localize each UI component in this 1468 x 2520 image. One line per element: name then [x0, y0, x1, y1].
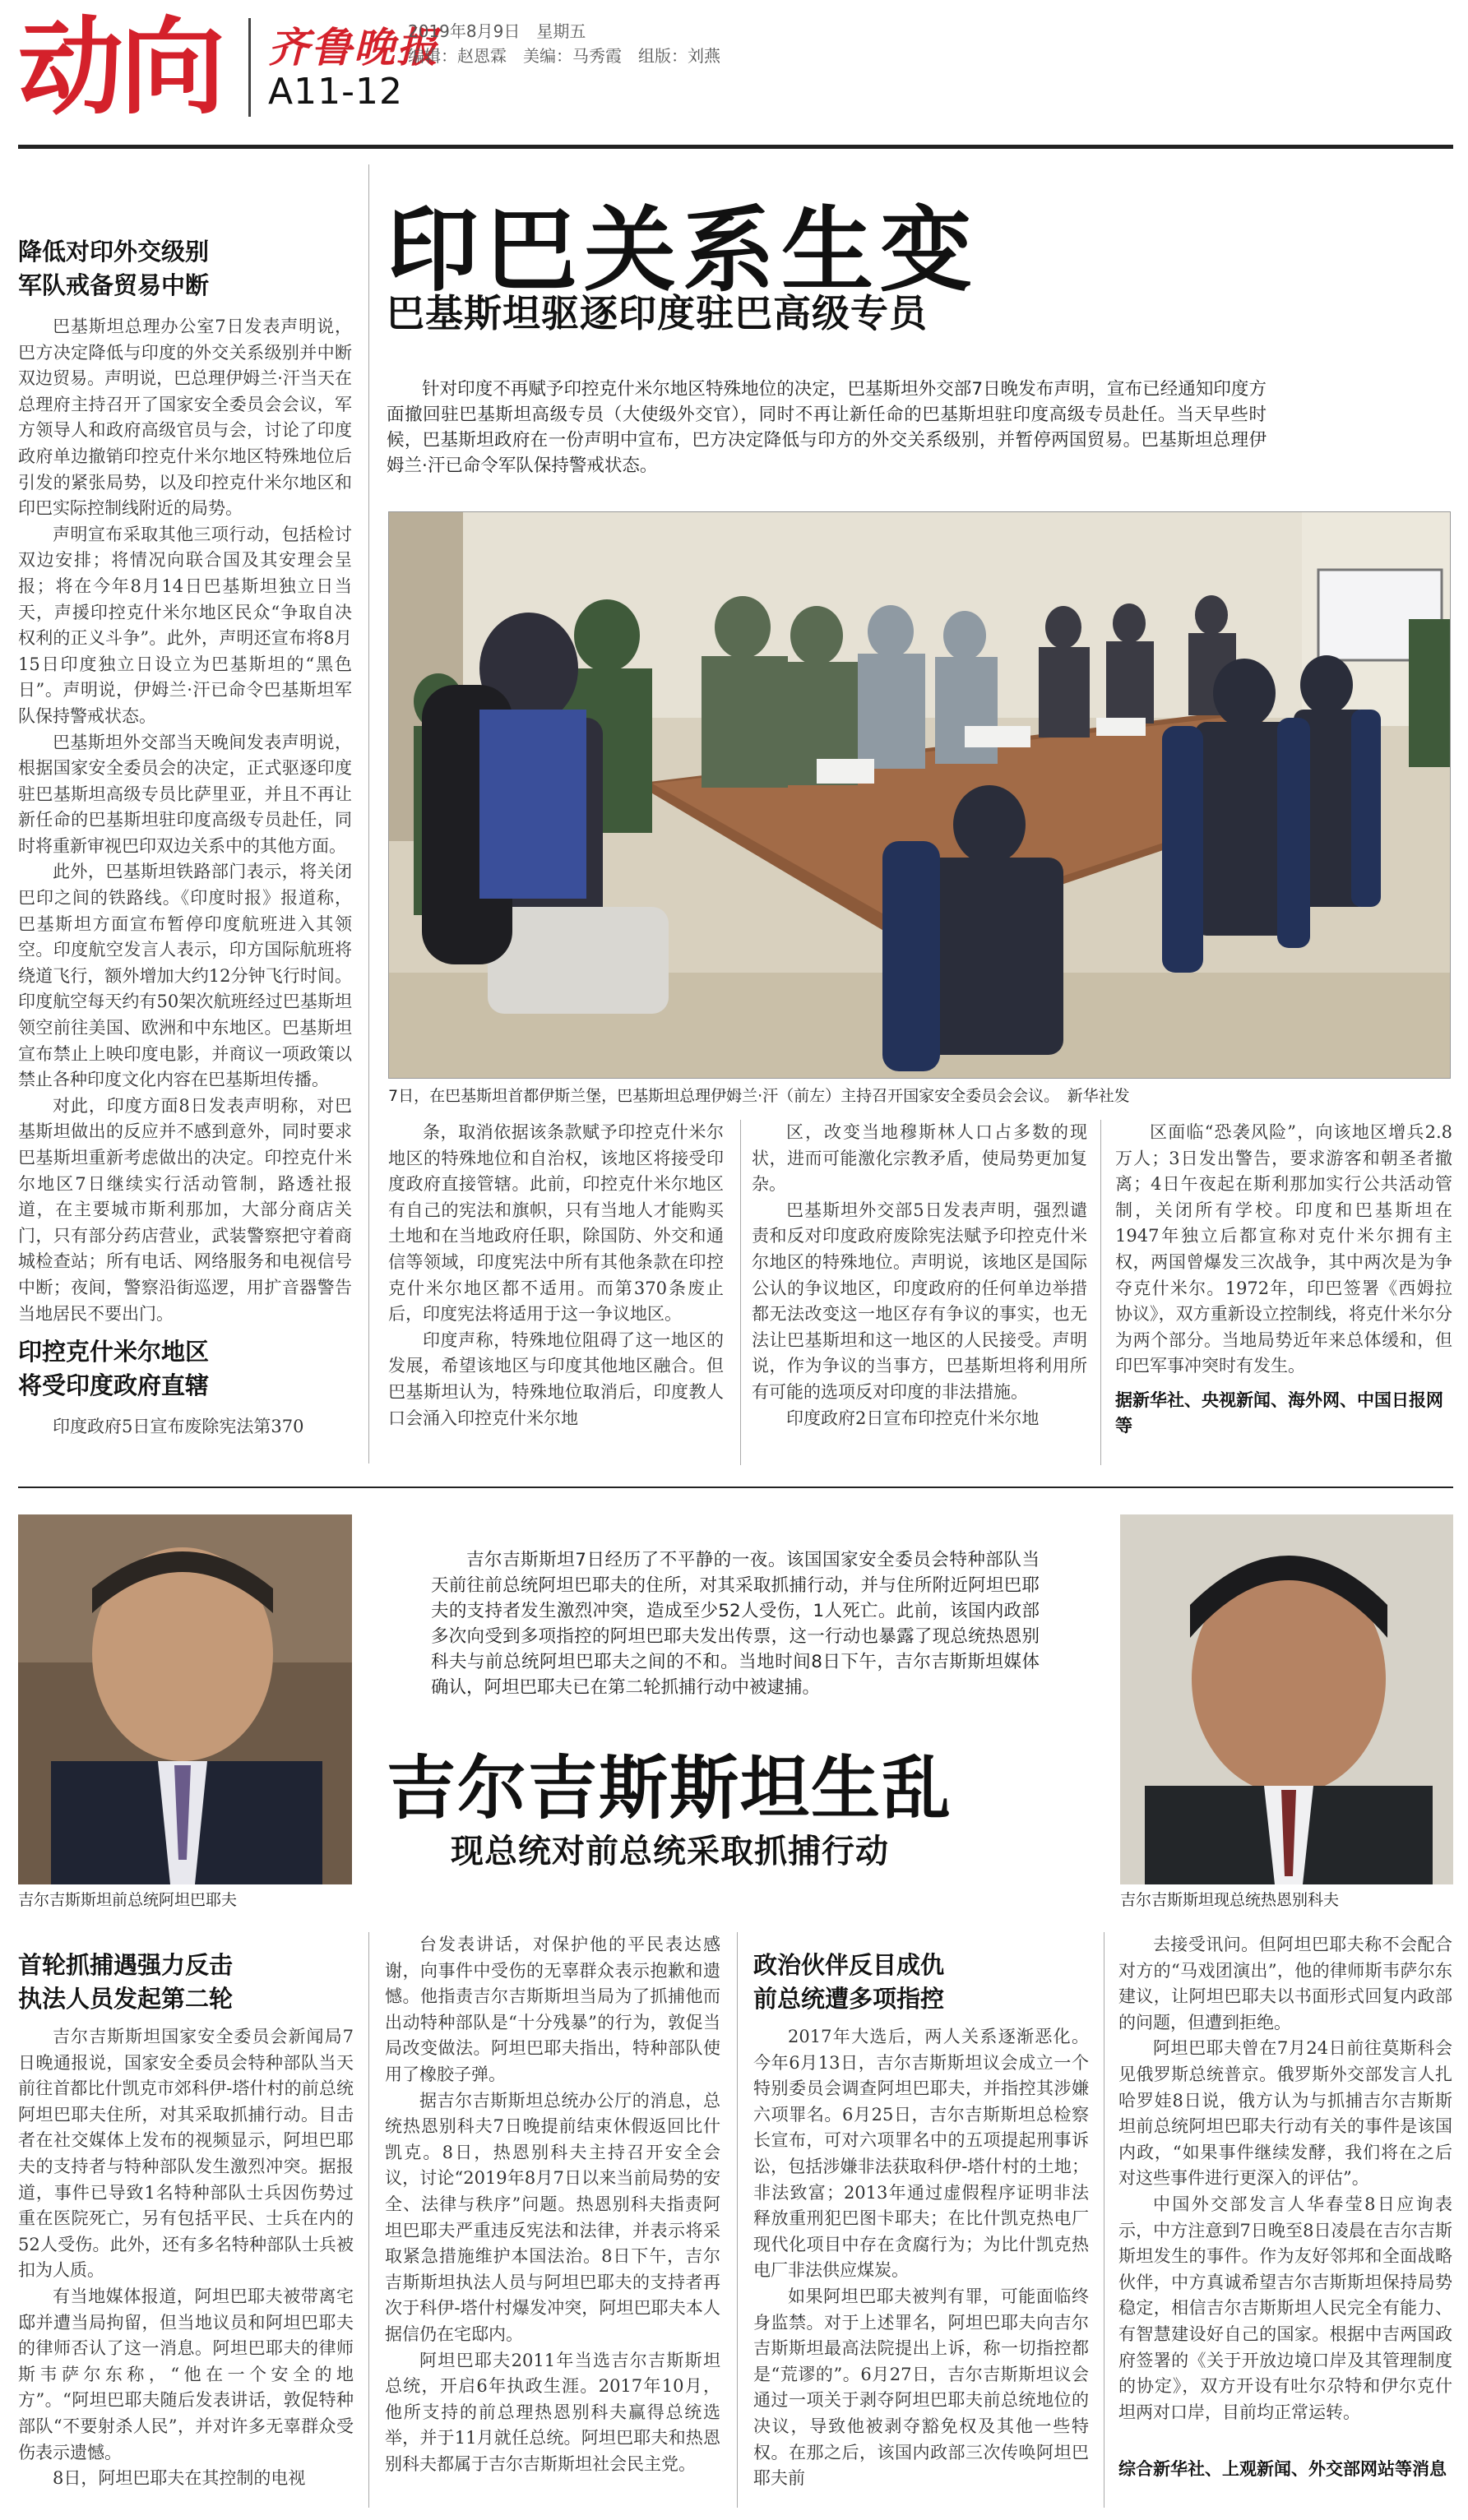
story1-column-3 — [1115, 1120, 1452, 1380]
story2-column-2 — [385, 1932, 720, 2477]
atambayev-photo — [18, 1514, 352, 1884]
paragraph: 如果阿坦巴耶夫被判有罪，可能面临终身监禁。对于上述罪名，阿坦巴耶夫向吉尔吉斯斯坦最高法院提出上诉，称一切指控都是“荒谬的”。6月27日，吉尔吉斯斯坦议会通过一项关于剥夺阿坦巴耶夫前总统地位的决议，导致他被剥夺豁免权及其他一些特权。在那之后，该国内政部三次传唤阿坦巴耶夫前 — [753, 2286, 1089, 2489]
paragraph: 条，取消依据该条款赋予印控克什米尔地区的特殊地位和自治权，该地区将接受印度政府直接管辖。此前，印控克什米尔地区有自己的宪法和旗帜，只有当地人才能购买土地和在当地政府任职，除国防、外交和通信等领域，印度宪法中所有其他条款在印控克什米尔地区都不适用。而第370条废止后，印度宪法将适用于这一争议地区。 — [388, 1122, 724, 1325]
atambayev-portrait — [18, 1514, 352, 1884]
column-divider — [1100, 1120, 1101, 1465]
photo1-caption: 7日，在巴基斯坦首都伊斯兰堡，巴基斯坦总理伊姆兰·汗（前左）主持召开国家安全委员会会议。 新华社发 — [388, 1087, 1130, 1105]
column-divider — [368, 1932, 369, 2508]
column-divider — [740, 1120, 741, 1465]
paragraph: 据吉尔吉斯斯坦总统办公厅的消息，总统热恩别科夫7日晚提前结束休假返回比什凯克。8日，热恩别科夫主持召开安全会议，讨论“2019年8月7日以来当前局势的安全、法律与秩序”问题。热恩别科夫指责阿坦巴耶夫严重违反宪法和法律，并表示将采取紧急措施维护本国法治。8日下午，吉尔吉斯斯坦执法人员与阿坦巴耶夫的支持者再次于科伊-塔什村爆发冲突，阿坦巴耶夫本人据信仍在宅邸内。 — [385, 2090, 720, 2344]
paragraph: 2017年大选后，两人关系逐渐恶化。今年6月13日，吉尔吉斯斯坦议会成立一个特别委员会调查阿坦巴耶夫，并指控其涉嫌六项罪名。6月25日，吉尔吉斯斯坦总检察长宣布，可对六项罪名中的五项提起刑事诉讼，包括涉嫌非法获取科伊-塔什村的土地；非法致富；2013年通过虚假程序证明非法释放重刑犯巴图卡耶夫；在比什凯克热电厂现代化项目中存在贪腐行为；为比什凯克热电厂非法供应煤炭。 — [753, 2027, 1089, 2281]
story2-section-heading-2: 政治伙伴反目成仇 前总统遭多项指控 — [753, 1951, 945, 2013]
story1-column-2 — [752, 1120, 1087, 1431]
story2-column-1 — [18, 2024, 354, 2492]
caption-right: 吉尔吉斯斯坦现总统热恩别科夫 — [1120, 1891, 1340, 1909]
column-divider — [737, 1932, 738, 2508]
paragraph: 中国外交部发言人华春莹8日应询表示，中方注意到7日晚至8日凌晨在吉尔吉斯斯坦发生的事件。作为友好邻邦和全面战略伙伴，中方真诚希望吉尔吉斯斯坦保持局势稳定，相信吉尔吉斯斯坦人民完全有能力、有智慧建设好自己的国家。根据中吉两国政府签署的《关于开放边境口岸及其管理制度的协定》，双方开设有吐尔尕特和伊尔克什坦两对口岸，目前均正常运转。 — [1118, 2194, 1452, 2422]
paragraph: 巴基斯坦外交部5日发表声明，强烈谴责和反对印度政府废除宪法赋予印控克什米尔地区的特殊地位。声明说，该地区是国际公认的争议地区，印度政府的任何单边举措都无法改变这一地区存有争议的事实，也无法让巴基斯坦和这一地区的人民接受。声明说，作为争议的当事方，巴基斯坦将利用所有可能的选项反对印度的非法措施。 — [752, 1200, 1087, 1402]
editors-line: 编辑：赵恩霖 美编：马秀霞 组版：刘燕 — [408, 46, 720, 66]
story1-lead: 针对印度不再赋予印控克什米尔地区特殊地位的决定，巴基斯坦外交部7日晚发布声明，宣布已经通知印度方面撤回驻巴基斯坦高级专员（大使级外交官），同时不再让新任命的巴基斯坦驻印度高级专员赴任。当天早些时候，巴基斯坦政府在一份声明中宣布，巴方决定降低与印方的外交关系级别，并暂停两国贸易。巴基斯坦总理伊姆兰·汗已命令军队保持警戒状态。 — [387, 379, 1267, 476]
story1-subhead: 巴基斯坦驱逐印度驻巴高级专员 — [387, 291, 928, 335]
section-separator — [18, 1487, 1453, 1488]
masthead-rule — [18, 145, 1453, 149]
paragraph: 吉尔吉斯斯坦国家安全委员会新闻局7日晚通报说，国家安全委员会特种部队当天前往首都比什凯克市郊科伊-塔什村的前总统阿坦巴耶夫住所，对其采取抓捕行动。目击者在社交媒体上发布的视频显示，阿坦巴耶夫的支持者与特种部队发生激烈冲突。据报道，事件已导致1名特种部队士兵因伤势过重在医院死亡，另有包括平民、士兵在内的52人受伤。此外，还有多名特种部队士兵被扣为人质。 — [18, 2027, 354, 2281]
meeting-photo-illustration — [389, 512, 1451, 1079]
paragraph: 区，改变当地穆斯林人口占多数的现状，进而可能激化宗教矛盾，使局势更加复杂。 — [752, 1122, 1087, 1195]
sidebar-body-1 — [18, 314, 352, 1327]
sidebar-heading-2: 印控克什米尔地区 将受印度政府直辖 — [18, 1338, 210, 1399]
masthead-divider — [248, 18, 251, 117]
story1-headline: 印巴关系生变 — [387, 197, 979, 304]
paragraph: 区面临“恐袭风险”，向该地区增兵2.8万人；3日发出警告，要求游客和朝圣者撤离；4日午夜起在斯利那加实行公共活动管制，关闭所有学校。印度和巴基斯坦在1947年独立后都宣称对克什米尔拥有主权，两国曾爆发三次战争，其中两次是为争夺克什米尔。1972年，印巴签署《西姆拉协议》，双方重新设立控制线，将克什米尔分为两个部分。当地局势近年来总体缓和，但印巴军事冲突时有发生。 — [1115, 1122, 1452, 1376]
paragraph: 有当地媒体报道，阿坦巴耶夫被带离宅邸并遭当局拘留，但当地议员和阿坦巴耶夫的律师否认了这一消息。阿坦巴耶夫的律师斯韦萨尔东称，“他在一个安全的地方”。“阿坦巴耶夫随后发表讲话，敦促特种部队“不要射杀人民”，并对许多无辜群众受伤表示遗憾。 — [18, 2286, 354, 2462]
story1-column-1 — [388, 1120, 724, 1431]
masthead — [0, 0, 1468, 148]
sidebar-heading-1: 降低对印外交级别 军队戒备贸易中断 — [18, 238, 210, 299]
story2-column-4 — [1118, 1932, 1452, 2425]
story2-lead: 吉尔吉斯斯坦7日经历了不平静的一夜。该国国家安全委员会特种部队当天前往前总统阿坦巴耶夫的住所，对其采取抓捕行动，并与住所附近阿坦巴耶夫的支持者发生激烈冲突，造成至少52人受伤，1人死亡。此前，该国内政部多次向受到多项指控的阿坦巴耶夫发出传票，这一行动也暴露了现总统热恩别科夫与前总统阿坦巴耶夫之间的不和。当地时间8日下午，吉尔吉斯斯坦媒体确认，阿坦巴耶夫已在第二轮抓捕行动中被逮捕。 — [431, 1550, 1040, 1698]
jeenbekov-portrait — [1120, 1514, 1453, 1884]
paragraph: 阿坦巴耶夫曾在7月24日前往莫斯科会见俄罗斯总统普京。俄罗斯外交部发言人扎哈罗娃8日说，俄方认为与抓捕吉尔吉斯斯坦前总统阿坦巴耶夫行动有关的事件是该国内政，“如果事件继续发酵，我们将在之后对这些事件进行更深入的评估”。 — [1118, 2038, 1452, 2189]
paragraph: 台发表讲话，对保护他的平民表达感谢，向事件中受伤的无辜群众表示抱歉和遗憾。他指责吉尔吉斯斯坦当局为了抓捕他而出动特种部队是“十分残暴”的行为，敦促当局改变做法。阿坦巴耶夫指出，特种部队使用了橡胶子弹。 — [385, 1935, 720, 2084]
paragraph: 印度政府2日宣布印控克什米尔地 — [786, 1408, 1040, 1428]
caption-left: 吉尔吉斯斯坦前总统阿坦巴耶夫 — [18, 1891, 238, 1909]
paragraph: 8日，阿坦巴耶夫在其控制的电视 — [53, 2468, 306, 2489]
jeenbekov-photo — [1120, 1514, 1453, 1884]
page-number: A11-12 — [268, 71, 403, 113]
story2-headline: 吉尔吉斯斯坦生乱 — [387, 1748, 953, 1829]
story1-credit: 据新华社、央视新闻、海外网、中国日报网等 — [1115, 1390, 1443, 1436]
section-title: 动向 — [18, 7, 223, 129]
paragraph: 对此，印度方面8日发表声明称，对巴基斯坦做出的反应并不感到意外，同时要求巴基斯坦重新考虑做出的决定。印控克什米尔地区7日继续实行活动管制，路透社报道，在主要城市斯利那加，大部分商店关门，只有部分药店营业，武装警察把守着商城检查站；所有电话、网络服务和电视信号中断；夜间，警察沿街巡逻，用扩音器警告当地居民不要出门。 — [18, 1095, 352, 1324]
column-divider — [368, 164, 369, 1463]
paper-logo: 齐鲁晚报 — [268, 23, 439, 72]
paragraph: 此外，巴基斯坦铁路部门表示，将关闭巴印之间的铁路线。《印度时报》报道称，巴基斯坦方面宣布暂停印度航班进入其领空。印度航空发言人表示，印方国际航班将绕道飞行，额外增加大约12分钟飞行时间。印度航空每天约有50架次航班经过巴基斯坦领空前往美国、欧洲和中东地区。巴基斯坦宣布禁止上映印度电影，并商议一项政策以禁止各种印度文化内容在巴基斯坦传播。 — [18, 862, 352, 1090]
story2-subhead: 现总统对前总统采取抓捕行动 — [451, 1833, 889, 1870]
paragraph: 声明宣布采取其他三项行动，包括检讨双边安排；将情况向联合国及其安理会呈报；将在今年8月14日巴基斯坦独立日当天，声援印控克什米尔地区民众“争取自决权利的正义斗争”。此外，声明还宣布将8月15日印度独立日设立为巴基斯坦的“黑色日”。声明说，伊姆兰·汗已命令巴基斯坦军队保持警戒状态。 — [18, 524, 352, 726]
paragraph: 印度声称，特殊地位阻碍了这一地区的发展，希望该地区与印度其他地区融合。但巴基斯坦认为，特殊地位取消后，印度教人口会涌入印控克什米尔地 — [388, 1329, 724, 1428]
story2-column-3 — [753, 2024, 1089, 2492]
story2-section-heading-1: 首轮抓捕遇强力反击 执法人员发起第二轮 — [18, 1951, 234, 2013]
paragraph: 巴基斯坦外交部当天晚间发表声明说，根据国家安全委员会的决定，正式驱逐印度驻巴基斯坦高级专员比萨里亚，并且不再让新任命的巴基斯坦驻印度高级专员赴任，同时将重新审视巴印双边关系中的其他方面。 — [18, 732, 352, 856]
sidebar-body-2: 印度政府5日宣布废除宪法第370 — [53, 1417, 304, 1436]
date-line: 2019年8月9日 星期五 — [408, 21, 586, 41]
story2-credit: 综合新华社、上观新闻、外交部网站等消息 — [1118, 2459, 1447, 2479]
meeting-photo — [388, 511, 1451, 1079]
paragraph: 去接受讯问。但阿坦巴耶夫称不会配合对方的“马戏团演出”，他的律师斯韦萨尔东建议，让阿坦巴耶夫以书面形式回复内政部的问题，但遭到拒绝。 — [1118, 1935, 1452, 2032]
paragraph: 巴基斯坦总理办公室7日发表声明说，巴方决定降低与印度的外交关系级别并中断双边贸易。声明说，巴总理伊姆兰·汗当天在总理府主持召开了国家安全委员会会议，军方领导人和政府高级官员与会，讨论了印度政府单边撤销印控克什米尔地区特殊地位后引发的紧张局势，以及印控克什米尔地区和印巴实际控制线附近的局势。 — [18, 317, 352, 519]
paragraph: 阿坦巴耶夫2011年当选吉尔吉斯斯坦总统，开启6年执政生涯。2017年10月，他所支持的前总理热恩别科夫赢得总统选举，并于11月就任总统。阿坦巴耶夫和热恩别科夫都属于吉尔吉斯斯坦社会民主党。 — [385, 2350, 720, 2474]
